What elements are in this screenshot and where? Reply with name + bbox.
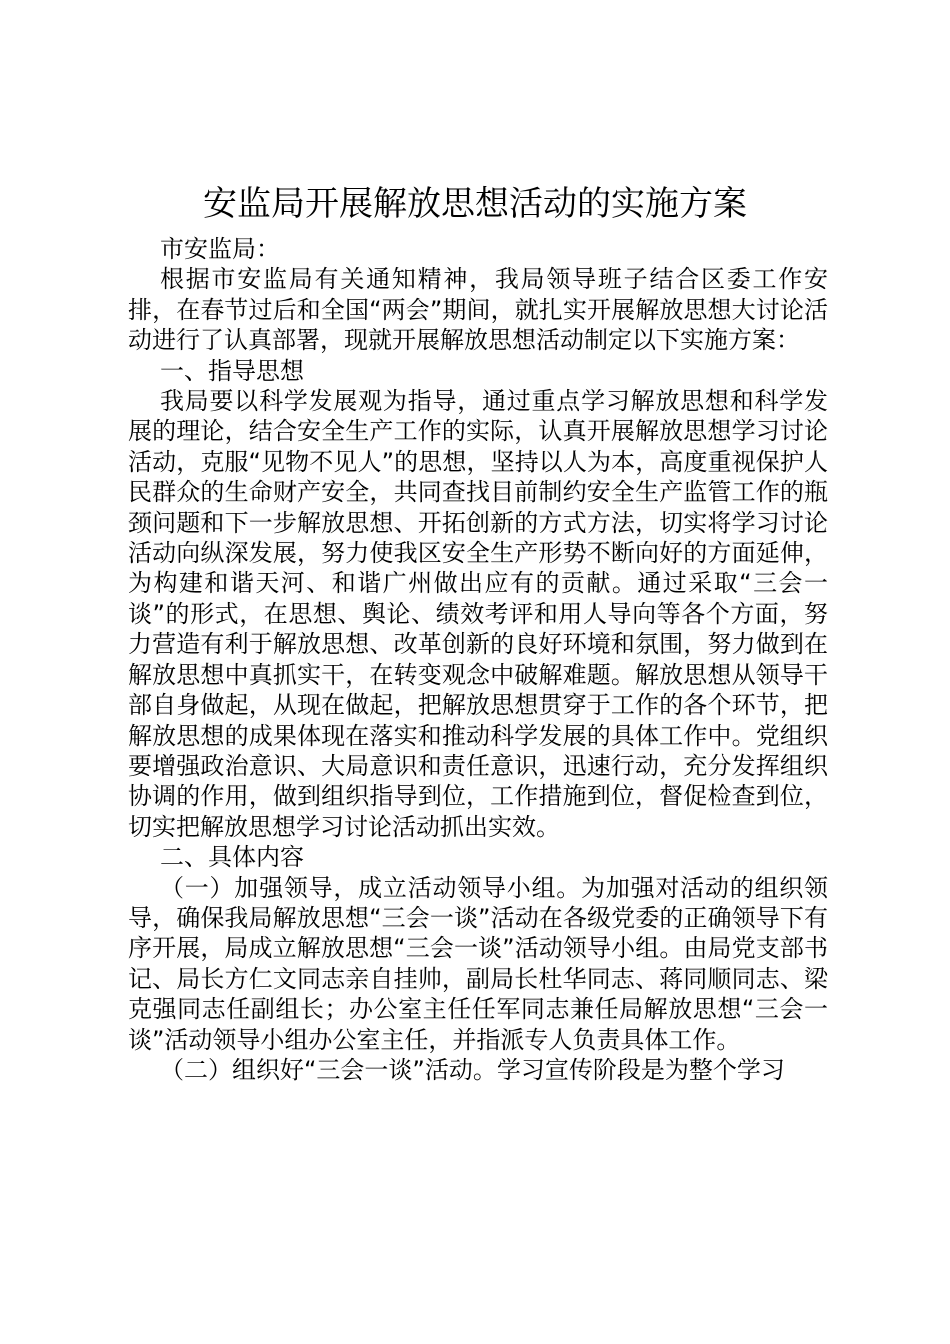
- intro-paragraph: 根据市安监局有关通知精神，我局领导班子结合区委工作安排，在春节过后和全国“两会”期间，就扎实开展解放思想大讨论活动进行了认真部署，现就开展解放思想活动制定以下实施方案：: [128, 265, 828, 355]
- guiding-ideology-paragraph: 我局要以科学发展观为指导，通过重点学习解放思想和科学发展的理论，结合安全生产工作的实际，认真开展解放思想学习讨论活动，克服“见物不见人”的思想，坚持以人为本，高度重视保护人民群众的生命财产安全，共同查找目前制约安全生产监管工作的瓶颈问题和下一步解放思想、开拓创新的方式方法，切实将学习讨论活动向纵深发展，努力使我区安全生产形势不断向好的方面延伸，为构建和谐天河、和谐广州做出应有的贡献。通过采取“三会一谈”的形式，在思想、舆论、绩效考评和用人导向等各个方面，努力营造有利于解放思想、改革创新的良好环境和氛围，努力做到在解放思想中真抓实干，在转变观念中破解难题。解放思想从领导干部自身做起，从现在做起，把解放思想贯穿于工作的各个环节，把解放思想的成果体现在落实和推动科学发展的具体工作中。党组织要增强政治意识、大局意识和责任意识，迅速行动，充分发挥组织协调的作用，做到组织指导到位，工作措施到位，督促检查到位，切实把解放思想学习讨论活动抓出实效。: [128, 387, 828, 841]
- section-heading-specific-content: 二、具体内容: [160, 843, 304, 872]
- content-item-1-paragraph: （一）加强领导，成立活动领导小组。为加强对活动的组织领导，确保我局解放思想“三会一谈”活动在各级党委的正确领导下有序开展，局成立解放思想“三会一谈”活动领导小组。由局党支部书记、局长方仁文同志亲自挂帅，副局长杜华同志、蒋同顺同志、梁克强同志任副组长；办公室主任任军同志兼任局解放思想“三会一谈”活动领导小组办公室主任，并指派专人负责具体工作。: [128, 873, 828, 1054]
- salutation: 市安监局：: [160, 235, 280, 263]
- document-body: [128, 234, 828, 1085]
- document-title: 安监局开展解放思想活动的实施方案: [203, 184, 747, 224]
- content-item-2-paragraph: （二）组织好“三会一谈”活动。学习宣传阶段是为整个学习: [160, 1055, 785, 1084]
- section-heading-guiding-ideology: 一、指导思想: [160, 356, 304, 385]
